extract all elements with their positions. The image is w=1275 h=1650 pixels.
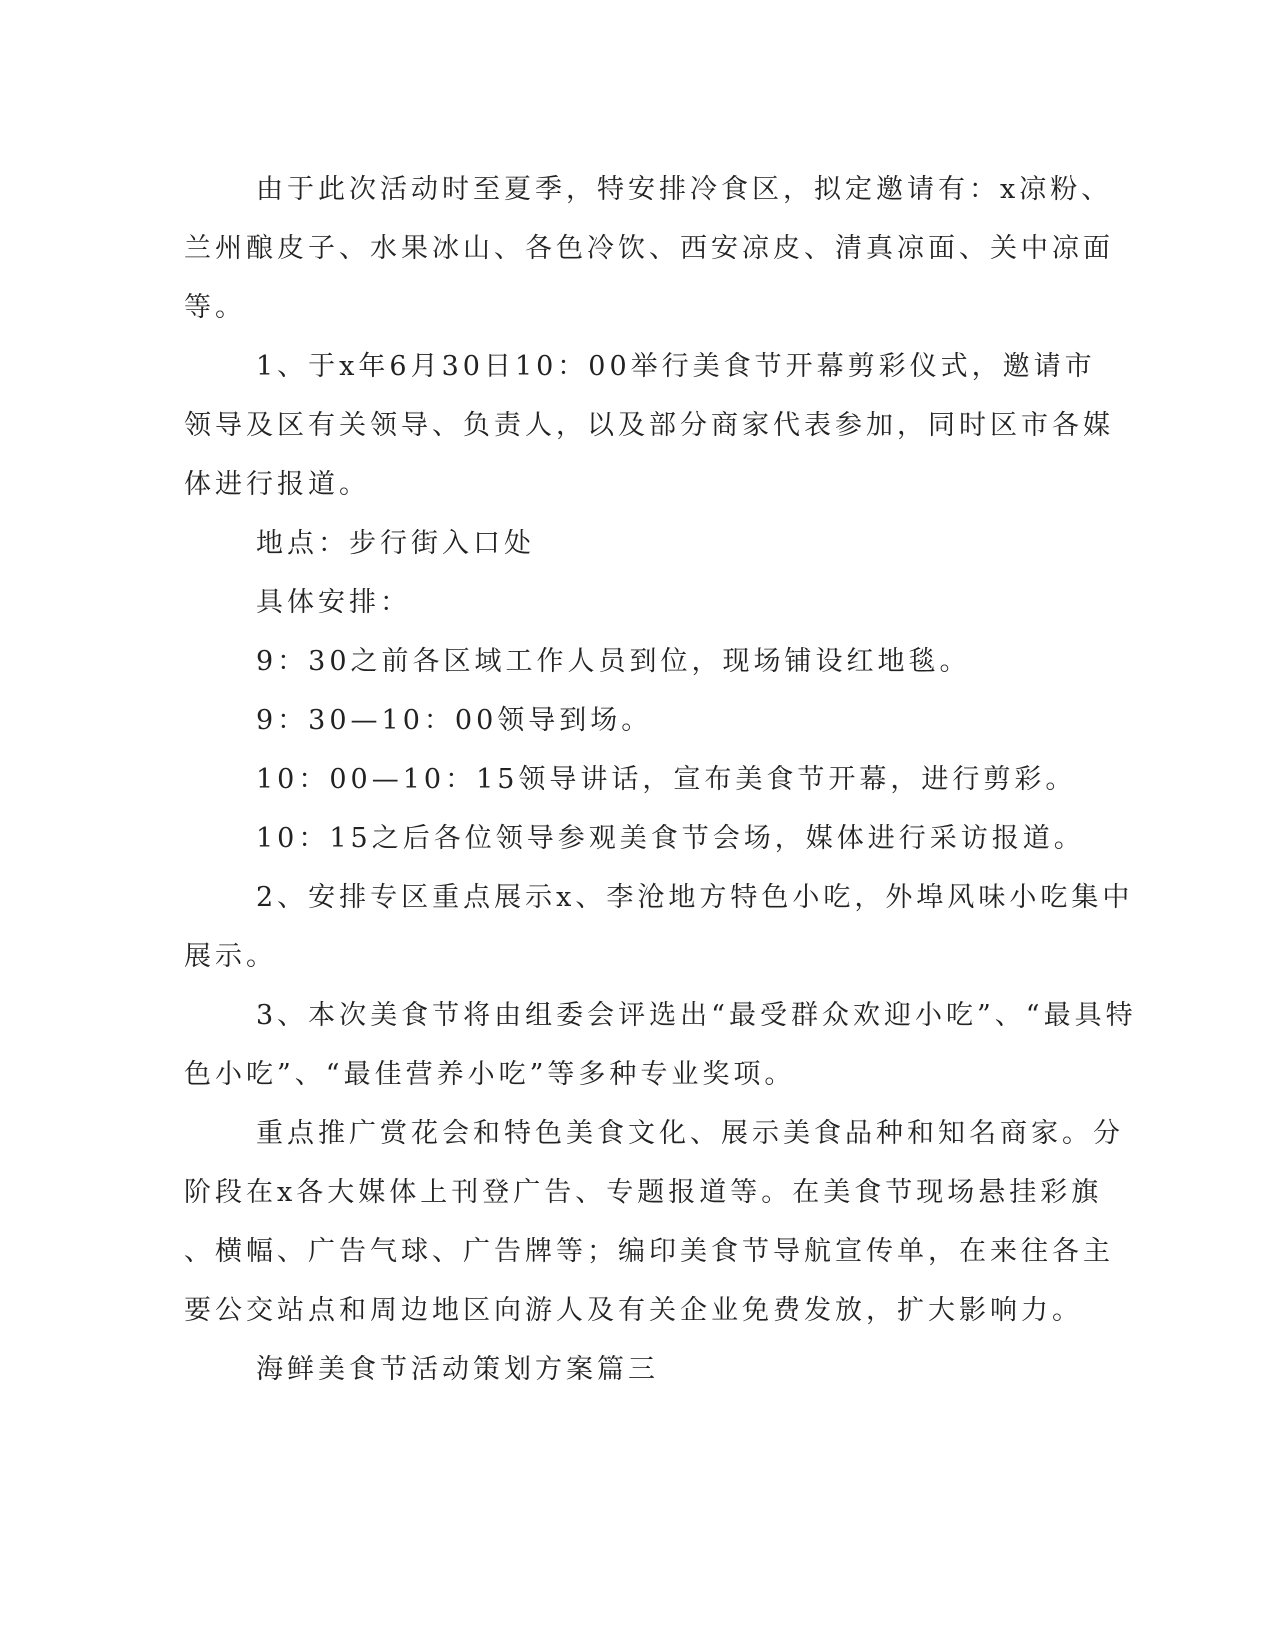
text-line: 3、本次美食节将由组委会评选出“最受群众欢迎小吃”、“最具特	[256, 1000, 1137, 1031]
text-line: 兰州酿皮子、水果冰山、各色冷饮、西安凉皮、清真凉面、关中凉面	[184, 233, 1114, 264]
section-heading: 海鲜美食节活动策划方案篇三	[256, 1354, 659, 1385]
text-line: 10：00—10：15领导讲话，宣布美食节开幕，进行剪彩。	[256, 764, 1077, 795]
text-line: 9：30之前各区域工作人员到位，现场铺设红地毯。	[256, 646, 971, 677]
text-line: 要公交站点和周边地区向游人及有关企业免费发放，扩大影响力。	[184, 1295, 1083, 1326]
text-line: 体进行报道。	[184, 469, 370, 500]
text-line: 10：15之后各位领导参观美食节会场，媒体进行采访报道。	[256, 823, 1085, 854]
text-line: 2、安排专区重点展示x、李沧地方特色小吃，外埠风味小吃集中	[256, 882, 1134, 913]
text-line: 阶段在x各大媒体上刊登广告、专题报道等。在美食节现场悬挂彩旗	[184, 1177, 1103, 1208]
text-line: 9：30—10：00领导到场。	[256, 705, 653, 736]
text-line: 1、于x年6月30日10：00举行美食节开幕剪彩仪式，邀请市	[256, 351, 1096, 382]
text-line: 、横幅、广告气球、广告牌等；编印美食节导航宣传单，在来往各主	[184, 1236, 1114, 1267]
text-line: 等。	[184, 292, 246, 323]
text-line: 重点推广赏花会和特色美食文化、展示美食品种和知名商家。分	[256, 1118, 1124, 1149]
text-line: 具体安排：	[256, 587, 411, 618]
text-line: 由于此次活动时至夏季，特安排冷食区，拟定邀请有：x凉粉、	[256, 174, 1113, 205]
text-line: 领导及区有关领导、负责人，以及部分商家代表参加，同时区市各媒	[184, 410, 1114, 441]
text-line: 色小吃”、“最佳营养小吃”等多种专业奖项。	[184, 1059, 796, 1090]
text-line: 地点：步行街入口处	[256, 528, 535, 559]
document-body	[184, 160, 1137, 1399]
text-line: 展示。	[184, 941, 277, 972]
